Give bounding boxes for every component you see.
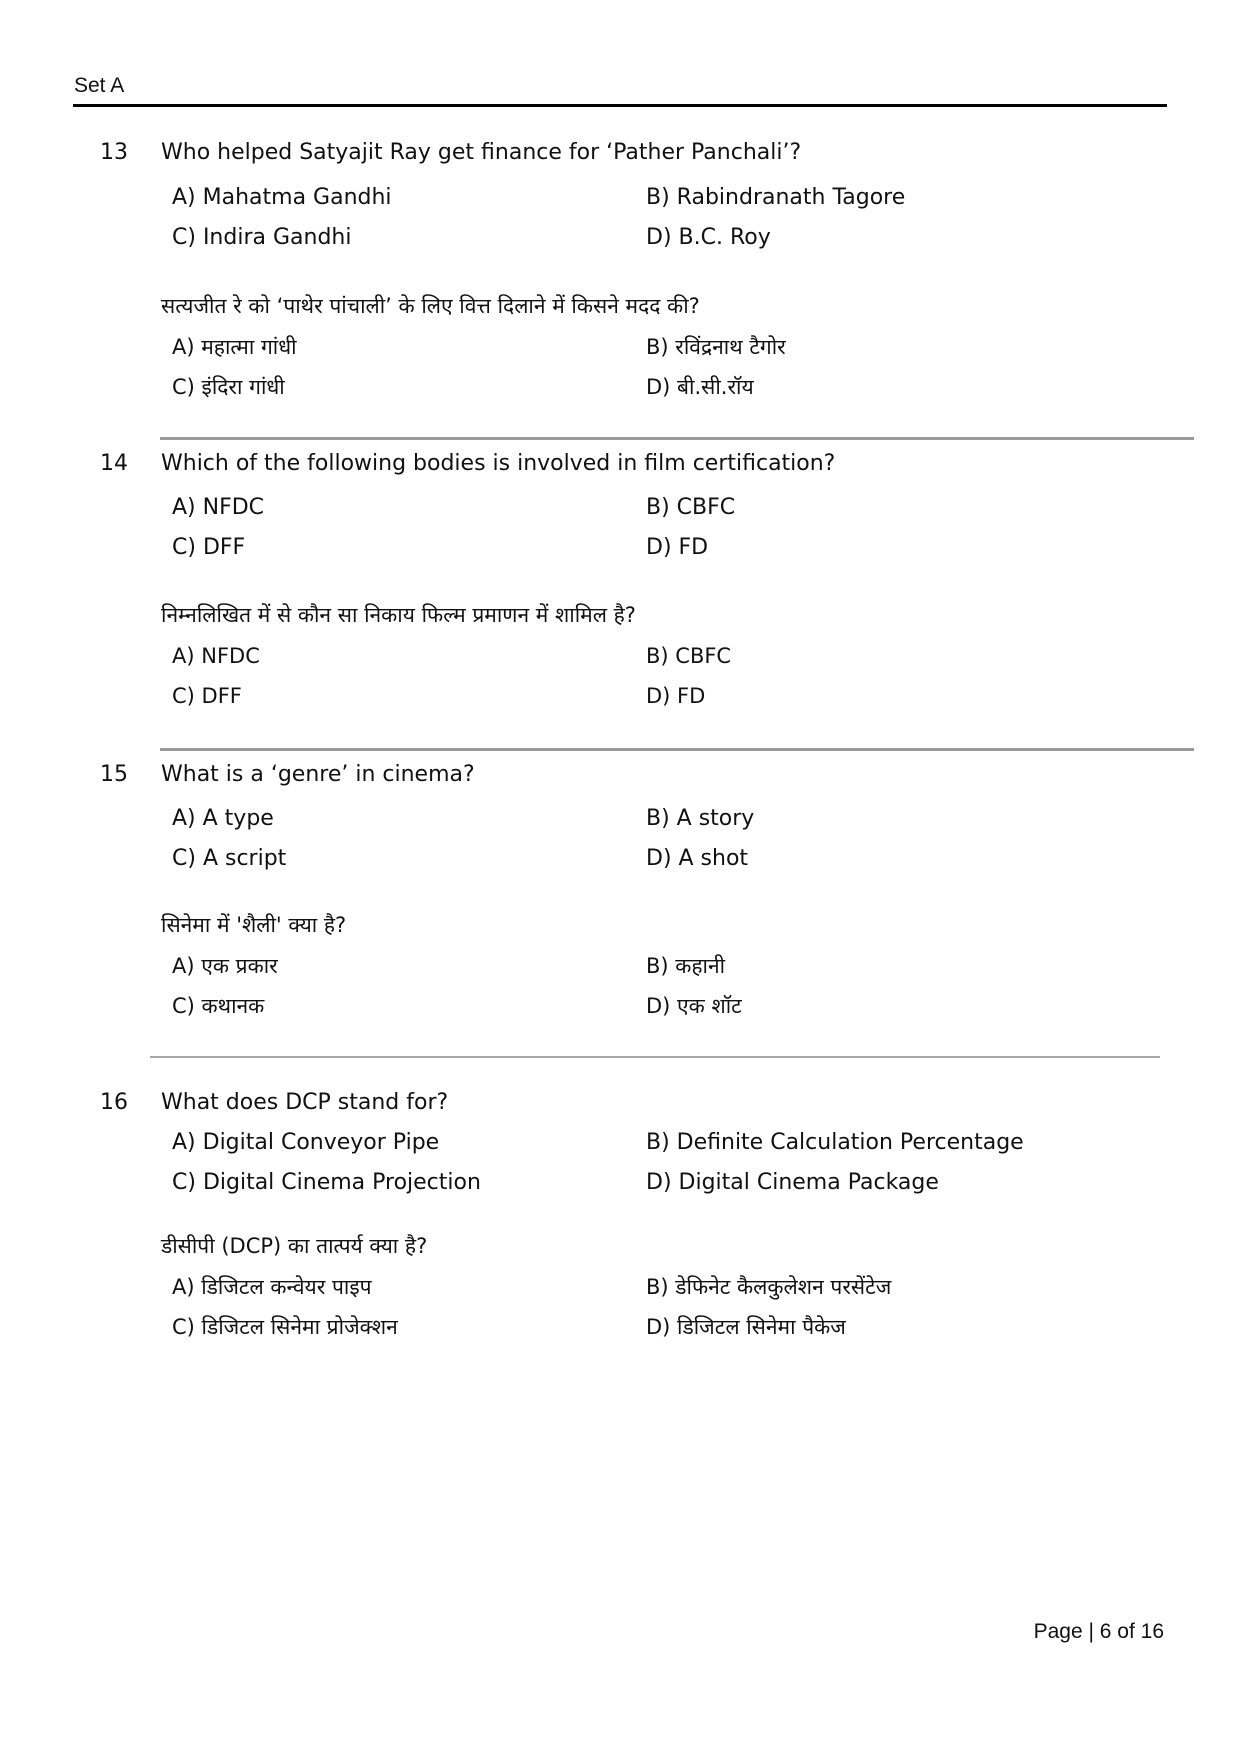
question-number: 13 [100, 140, 128, 165]
option-b-hi: B) रविंद्रनाथ टैगोर [646, 335, 786, 359]
question-divider [150, 1056, 1160, 1058]
option-d-hi: D) बी.सी.रॉय [646, 375, 754, 399]
question-divider [160, 437, 1194, 440]
option-c: C) DFF [172, 535, 246, 560]
option-c-hi: C) कथानक [172, 994, 265, 1018]
option-d-hi: D) FD [646, 684, 706, 708]
header-rule [73, 104, 1167, 107]
option-c: C) Digital Cinema Projection [172, 1170, 481, 1195]
question-number: 15 [100, 762, 128, 787]
option-b: B) A story [646, 806, 755, 831]
question-number: 16 [100, 1090, 128, 1115]
option-d-hi: D) डिजिटल सिनेमा पैकेज [646, 1315, 846, 1339]
option-a-hi: A) महात्मा गांधी [172, 335, 297, 359]
option-b: B) Rabindranath Tagore [646, 185, 906, 210]
option-b-hi: B) CBFC [646, 644, 732, 668]
page-number: Page | 6 of 16 [1033, 1620, 1164, 1643]
question-number: 14 [100, 451, 128, 476]
option-c-hi: C) डिजिटल सिनेमा प्रोजेक्शन [172, 1315, 398, 1339]
question-text-hi: डीसीपी (DCP) का तात्पर्य क्या है? [161, 1234, 428, 1258]
question-text-hi: निम्नलिखित में से कौन सा निकाय फिल्म प्रमाणन में शामिल है? [161, 603, 636, 627]
option-c: C) A script [172, 846, 287, 871]
question-text-en: What does DCP stand for? [161, 1090, 449, 1115]
question-text-hi: सिनेमा में 'शैली' क्या है? [161, 913, 347, 937]
option-a: A) NFDC [172, 495, 265, 520]
option-c: C) Indira Gandhi [172, 225, 352, 250]
option-b-hi: B) डेफिनेट कैलकुलेशन परसेंटेज [646, 1275, 892, 1299]
option-a: A) Digital Conveyor Pipe [172, 1130, 440, 1155]
option-d: D) FD [646, 535, 709, 560]
option-d-hi: D) एक शॉट [646, 994, 742, 1018]
question-text-en: Who helped Satyajit Ray get finance for ‘Pather Panchali’? [161, 140, 802, 165]
option-a-hi: A) डिजिटल कन्वेयर पाइप [172, 1275, 372, 1299]
option-b: B) Definite Calculation Percentage [646, 1130, 1024, 1155]
question-text-en: Which of the following bodies is involved in film certification? [161, 451, 836, 476]
option-a: A) A type [172, 806, 274, 831]
option-b: B) CBFC [646, 495, 736, 520]
question-text-en: What is a ‘genre’ in cinema? [161, 762, 475, 787]
question-divider [160, 748, 1194, 751]
option-d: D) B.C. Roy [646, 225, 771, 250]
option-c-hi: C) DFF [172, 684, 242, 708]
option-a-hi: A) एक प्रकार [172, 954, 278, 978]
set-label: Set A [74, 74, 125, 97]
option-a: A) Mahatma Gandhi [172, 185, 392, 210]
option-d: D) A shot [646, 846, 749, 871]
option-a-hi: A) NFDC [172, 644, 260, 668]
question-text-hi: सत्यजीत रे को ‘पाथेर पांचाली’ के लिए वित्त दिलाने में किसने मदद की? [161, 294, 700, 318]
option-d: D) Digital Cinema Package [646, 1170, 939, 1195]
option-b-hi: B) कहानी [646, 954, 726, 978]
option-c-hi: C) इंदिरा गांधी [172, 375, 285, 399]
